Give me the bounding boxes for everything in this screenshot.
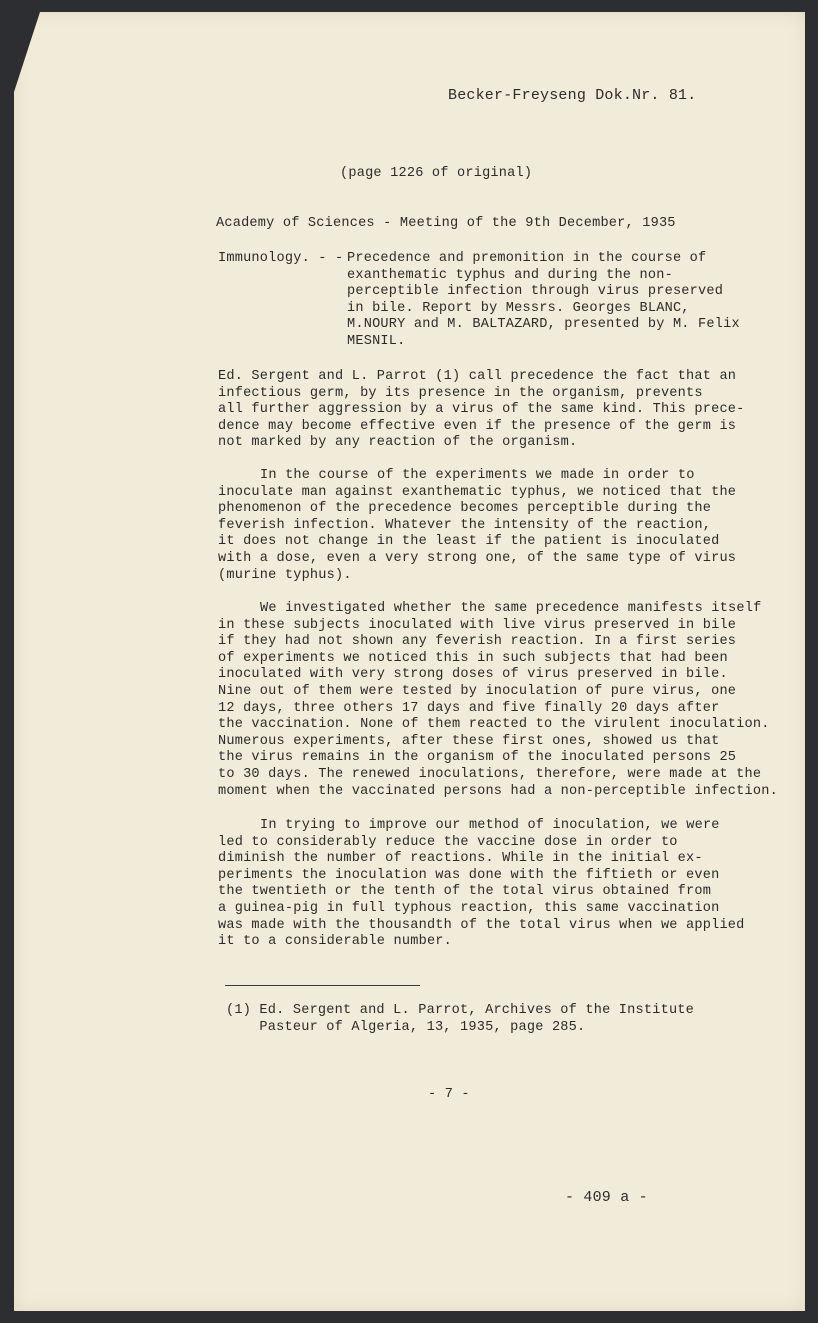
footnote-line: (1) Ed. Sergent and L. Parrot, Archives of the Institute (226, 1003, 695, 1018)
paragraph-line: inoculated with very strong doses of virus preserved in bile. (218, 667, 728, 683)
paragraph-line: Ed. Sergent and L. Parrot (1) call precedence the fact that an (218, 369, 737, 384)
folded-corner (14, 12, 40, 92)
paragraph-line: 12 days, three others 17 days and five finally 20 days after (218, 700, 720, 716)
paragraph-line: all further aggression by a virus of the same kind. This prece- (218, 402, 745, 418)
paragraph-line: the virus remains in the organism of the inoculated persons 25 (218, 750, 737, 766)
paragraph-line: In trying to improve our method of inoculation, we were (260, 818, 720, 833)
paragraph-line: diminish the number of reactions. While in the initial ex- (218, 851, 703, 867)
section-title-line: in bile. Report by Messrs. Georges BLANC, (347, 300, 690, 316)
section-title-line: M.NOURY and M. BALTAZARD, presented by M. Felix (347, 317, 740, 333)
footnote-line: Pasteur of Algeria, 13, 1935, page 285. (226, 1019, 586, 1035)
paragraph-line: infectious germ, by its presence in the organism, prevents (218, 385, 703, 401)
paragraph-line: it to a considerable number. (218, 934, 453, 950)
paragraph-line: phenomenon of the precedence becomes perceptible during the (218, 501, 712, 517)
paragraph-line: not marked by any reaction of the organism. (218, 435, 578, 451)
paragraph-line: led to considerably reduce the vaccine dose in order to (218, 834, 678, 850)
paragraph-line: of experiments we noticed this in such subjects that had been (218, 650, 728, 666)
paragraph-line: inoculate man against exanthematic typhus, we noticed that the (218, 484, 737, 500)
paragraph-line: the vaccination. None of them reacted to the virulent inoculation. (218, 717, 770, 733)
paragraph-line: Nine out of them were tested by inoculation of pure virus, one (218, 684, 737, 699)
section-title-line: MESNIL. (347, 334, 406, 349)
meeting-title: Academy of Sciences - Meeting of the 9th December, 1935 (216, 216, 676, 231)
stamp-number: - 409 a - (565, 1189, 648, 1206)
paragraph-line: dence may become effective even if the presence of the germ is (218, 418, 737, 434)
page-number: - 7 - (428, 1087, 470, 1102)
section-title-line: Precedence and premonition in the course of (347, 251, 707, 266)
paragraph-line: In the course of the experiments we made in order to (260, 468, 695, 483)
paragraph-line: if they had not shown any feverish reaction. In a first series (218, 634, 737, 650)
section-title-line: exanthematic typhus and during the non- (347, 267, 673, 283)
paragraph-line: We investigated whether the same precedence manifests itself (260, 601, 762, 616)
paragraph-line: was made with the thousandth of the total virus when we applied (218, 917, 745, 933)
paragraph-line: in these subjects inoculated with live virus preserved in bile (218, 617, 737, 633)
paragraph-line: the twentieth or the tenth of the total virus obtained from (218, 884, 712, 900)
paragraph-line: Numerous experiments, after these first ones, showed us that (218, 733, 720, 749)
paragraph-line: feverish infection. Whatever the intensity of the reaction, (218, 517, 712, 533)
section-title-line: perceptible infection through virus preserved (347, 284, 724, 300)
paragraph-line: with a dose, even a very strong one, of the same type of virus (218, 551, 737, 566)
section-label: Immunology. - - (218, 251, 344, 266)
paragraph-line: moment when the vaccinated persons had a non-perceptible infection. (218, 783, 778, 799)
paragraph-line: a guinea-pig in full typhous reaction, this same vaccination (218, 901, 720, 916)
paragraph-line: (murine typhus). (218, 567, 352, 583)
source-page-label: (page 1226 of original) (340, 166, 533, 181)
paragraph-line: to 30 days. The renewed inoculations, therefore, were made at the (218, 767, 762, 782)
paragraph-line: it does not change in the least if the patient is inoculated (218, 534, 720, 550)
document-reference: Becker-Freyseng Dok.Nr. 81. (448, 87, 697, 104)
paragraph-line: periments the inoculation was done with the fiftieth or even (218, 867, 720, 883)
footnote-divider (225, 985, 420, 986)
